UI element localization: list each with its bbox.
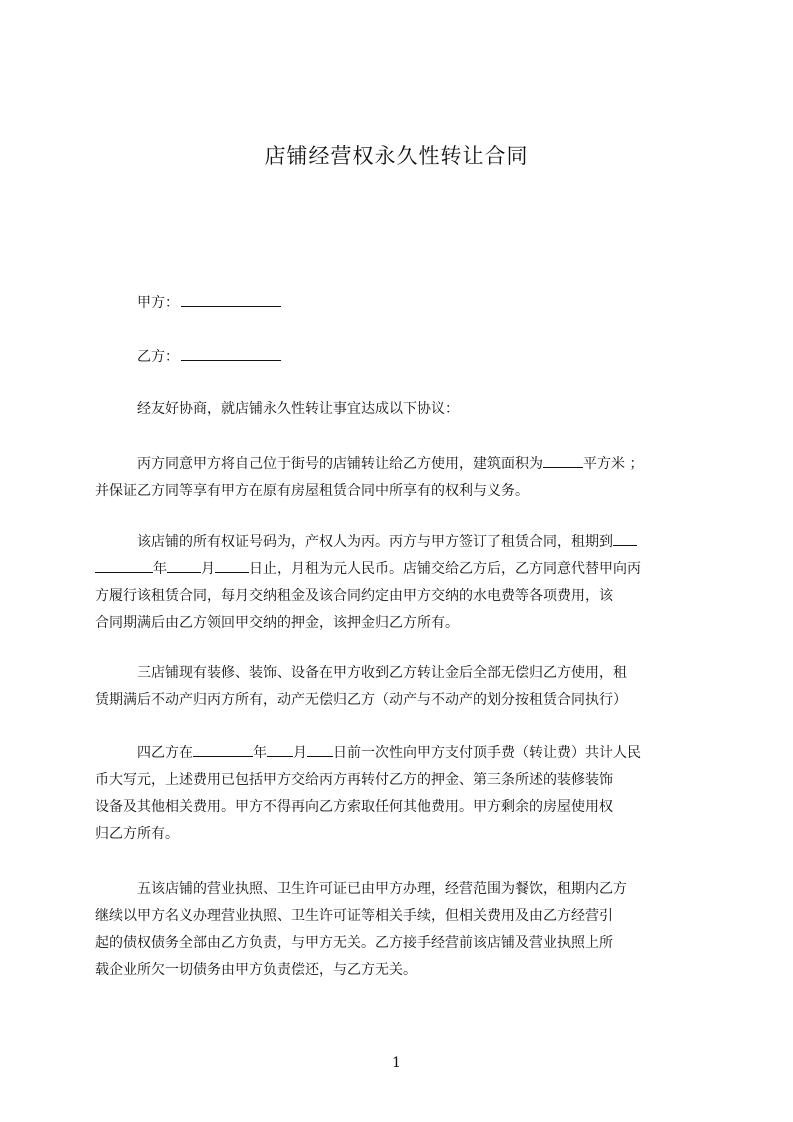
year-label: 年 xyxy=(153,561,167,577)
clause-2-line-4: 合同期满后由乙方领回甲交纳的押金，该押金归乙方所有。 xyxy=(95,615,459,631)
clause-5-line-2: 继续以甲方名义办理营业执照、卫生许可证等相关手续，但相关费用及由乙方经营引 xyxy=(95,908,613,924)
party-a-label: 甲方： xyxy=(137,295,179,311)
clause-4-line-4: 归乙方所有。 xyxy=(95,826,179,842)
payment-year-label: 年 xyxy=(253,745,267,761)
clause-2-text-2: 日止，月租为元人民币。店铺交给乙方后，乙方同意代替甲向丙 xyxy=(249,561,641,577)
clause-1-text-a: 丙方同意甲方将自己位于街号的店铺转让给乙方使用，建筑面积为 xyxy=(137,456,543,472)
payment-month-blank xyxy=(267,741,293,757)
lease-end-blank-a xyxy=(613,530,637,546)
clause-5-paragraph xyxy=(95,876,705,984)
clause-4-line-3: 设备及其他相关费用。甲方不得再向乙方索取任何其他费用。甲方剩余的房屋使用权 xyxy=(95,799,613,815)
clause-1-line-1 xyxy=(95,451,705,478)
clause-1-text-b: 平方米 ； xyxy=(583,456,644,472)
clause-4-line-2: 币大写元，上述费用已包括甲方交给丙方再转付乙方的押金、第三条所述的装修装饰 xyxy=(95,772,613,788)
clause-4-text-d: 日前一次性向甲方支付顶手费（转让费）共计人民 xyxy=(333,745,641,761)
clause-2-paragraph xyxy=(95,529,705,637)
clause-2-line-2 xyxy=(95,556,705,583)
clause-5-line-1: 五该店铺的营业执照、卫生许可证已由甲方办理，经营范围为餐饮，租期内乙方 xyxy=(137,881,627,897)
clause-5-line-3: 起的债权债务全部由乙方负责，与甲方无关。乙方接手经营前该店铺及营业执照上所 xyxy=(95,935,613,951)
lease-month-blank xyxy=(167,557,201,573)
intro-paragraph xyxy=(95,396,705,423)
clause-2-text-1: 该店铺的所有权证号码为，产权人为丙。丙方与甲方签订了租赁合同，租期到 xyxy=(137,534,613,550)
party-b-blank xyxy=(181,346,281,361)
clause-2-line-1 xyxy=(95,529,705,556)
clause-3-paragraph xyxy=(95,660,705,714)
party-a-line xyxy=(137,292,281,312)
party-b-label: 乙方： xyxy=(137,349,179,365)
payment-day-blank xyxy=(307,741,333,757)
clause-3-line-2: 赁期满后不动产归丙方所有，动产无偿归乙方（动产与不动产的划分按租赁合同执行） xyxy=(95,692,627,708)
clause-5-line-4: 载企业所欠一切债务由甲方负责偿还，与乙方无关。 xyxy=(95,962,417,978)
clause-1-line-2: 并保证乙方同等享有甲方在原有房屋租赁合同中所享有的权利与义务。 xyxy=(95,483,529,499)
party-b-line xyxy=(137,346,281,366)
intro-text: 经友好协商，就店铺永久性转让事宜达成以下协议： xyxy=(137,401,459,417)
clause-4-text-a: 四乙方在 xyxy=(137,745,193,761)
month-label: 月 xyxy=(201,561,215,577)
lease-day-blank xyxy=(215,557,249,573)
clause-4-line-1 xyxy=(95,740,705,767)
payment-year-blank xyxy=(193,741,253,757)
page-number: 1 xyxy=(392,1055,401,1071)
clause-3-line-1: 三店铺现有装修、装饰、设备在甲方收到乙方转让金后全部无偿归乙方使用，租 xyxy=(137,665,627,681)
lease-year-blank xyxy=(95,557,153,573)
payment-month-label: 月 xyxy=(293,745,307,761)
clause-1-paragraph xyxy=(95,451,705,505)
clause-2-line-3: 方履行该租赁合同，每月交纳租金及该合同约定由甲方交纳的水电费等各项费用，该 xyxy=(95,588,613,604)
document-title: 店铺经营权永久性转让合同 xyxy=(264,144,529,168)
clause-4-paragraph xyxy=(95,740,705,848)
area-blank xyxy=(543,452,583,468)
party-a-blank xyxy=(181,292,281,307)
